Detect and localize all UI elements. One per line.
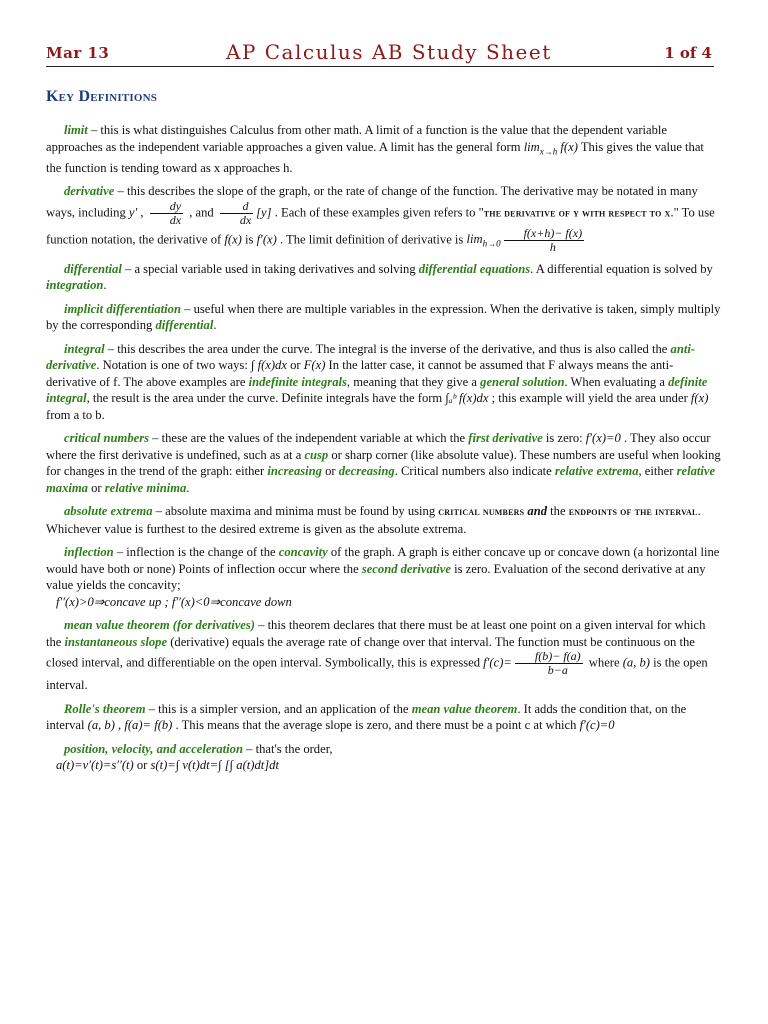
header-rule bbox=[46, 66, 714, 67]
term-rolles-theorem: Rolle's theorem bbox=[64, 701, 146, 716]
header-title: AP Calculus AB Study Sheet bbox=[226, 40, 552, 64]
term-implicit-differentiation: implicit differentiation bbox=[64, 301, 181, 316]
term-integral: integral bbox=[64, 341, 105, 356]
section-heading: Key Definitions bbox=[46, 88, 158, 105]
definition-rolles-theorem: Rolle's theorem – this is a simpler version, and an application of the mean value theorem. It adds the condition that, on the interval (a, b) , f(a)= f(b) . This means that the average slope is zero, and there must be a point c at which f′(c)=0 bbox=[46, 701, 687, 733]
definition-position-velocity-acceleration: position, velocity, and acceleration – that's the order, a(t)=v′(t)=s′′(t) or s(t)=∫ v(t)dt=∫ [∫ a(t)dt]dt bbox=[46, 741, 722, 774]
term-critical-numbers: critical numbers bbox=[64, 431, 150, 446]
definition-derivative: derivative – this describes the slope of the graph, or the rate of change of the function. The derivative may be notated in many ways, including y′ , $\frac{dy}{dx}$ , and $\frac{d}{dx}$ [y] . Each of these examples given refers to "the derivative of y with respect to x." To use function notation, the derivative of f(x) is f′(x) . The limit definition of derivative is $\lim_{h\to 0}$ $\frac{f(x+h)- f(x)}{h}$ bbox=[46, 184, 715, 254]
term-limit: limit bbox=[64, 123, 88, 137]
header-date: Mar 13 bbox=[46, 44, 110, 62]
definitions-list bbox=[46, 122, 722, 781]
pva-formula: a(t)=v′(t)=s′′(t) or s(t)=∫ v(t)dt=∫ [∫ a(t)dt]dt bbox=[56, 758, 279, 773]
header-page-number: 1 of 4 bbox=[664, 44, 712, 62]
definition-differential: differential – a special variable used in taking derivatives and solving differential equations. A differential equation is solved by integration. bbox=[46, 261, 713, 293]
definition-integral: integral – this describes the area under the curve. The integral is the inverse of the derivative, and thus is also called the anti-derivative. Notation is one of two ways: ∫ f(x)dx or F(x) In the latter case, it cannot be assumed that F always means the anti-derivative of f. The above examples are indefinite integrals, meaning that they give a general solution. When evaluating a definite integral, the result is the area under the curve. Definite integrals have the form ∫ₐᵇ f(x)dx ; this example will yield the area under f(x) from a to b. bbox=[46, 341, 709, 422]
term-absolute-extrema: absolute extrema bbox=[64, 504, 153, 519]
page-header bbox=[46, 40, 714, 68]
definition-inflection: inflection – inflection is the change of the concavity of the graph. A graph is either concave up or concave down (a horizontal line would have both or none) Points of inflection occur where the second derivative is zero. Evaluation of the second derivative at any value yields the concavity; f′′(x)>0⇒concave up ; f′′(x)<0⇒concave down bbox=[46, 544, 722, 610]
term-mean-value-theorem: mean value theorem (for derivatives) bbox=[64, 618, 255, 633]
definition-implicit-differentiation: implicit differentiation – useful when there are multiple variables in the expression. When the derivative is taken, simply multiply by the corresponding differential. bbox=[46, 301, 721, 333]
concavity-formula: f′′(x)>0⇒concave up ; f′′(x)<0⇒concave down bbox=[56, 594, 292, 609]
definition-absolute-extrema: absolute extrema – absolute maxima and minima must be found by using critical numbers and the endpoints of the interval. Whichever value is furthest to the desired extreme is given as the absolute extrema. bbox=[46, 504, 701, 536]
term-position-velocity-acceleration: position, velocity, and acceleration bbox=[64, 741, 243, 756]
term-inflection: inflection bbox=[64, 545, 114, 560]
definition-critical-numbers: critical numbers – these are the values of the independent variable at which the first derivative is zero: f′(x)=0 . They also occur where the first derivative is undefined, such as at a cusp or sharp corner (like absolute value). These numbers are useful when looking for changes in the trend of the graph: either increasing or decreasing. Critical numbers also indicate relative extrema, either relative maxima or relative minima. bbox=[46, 431, 721, 495]
term-differential: differential bbox=[64, 261, 122, 276]
term-derivative: derivative bbox=[64, 184, 115, 199]
definition-limit: limit – this is what distinguishes Calculus from other math. A limit of a function is the value that the dependent variable approaches as the independent variable approaches a given value. A limit has the general form $\lim_{x\to h} f(x)$ This gives the value that the function is tending toward as x approaches h. bbox=[46, 123, 704, 175]
definition-mean-value-theorem: mean value theorem (for derivatives) – this theorem declares that there must be at least one point on a given interval for which the instantaneous slope (derivative) equals the average rate of change over that interval. The function must be continuous on the closed interval, and differentiable on the open interval. Symbolically, this is expressed f′(c)= $\frac{f(b)- f(a)}{b-a}$ where (a, b) is the open interval. bbox=[46, 618, 708, 693]
